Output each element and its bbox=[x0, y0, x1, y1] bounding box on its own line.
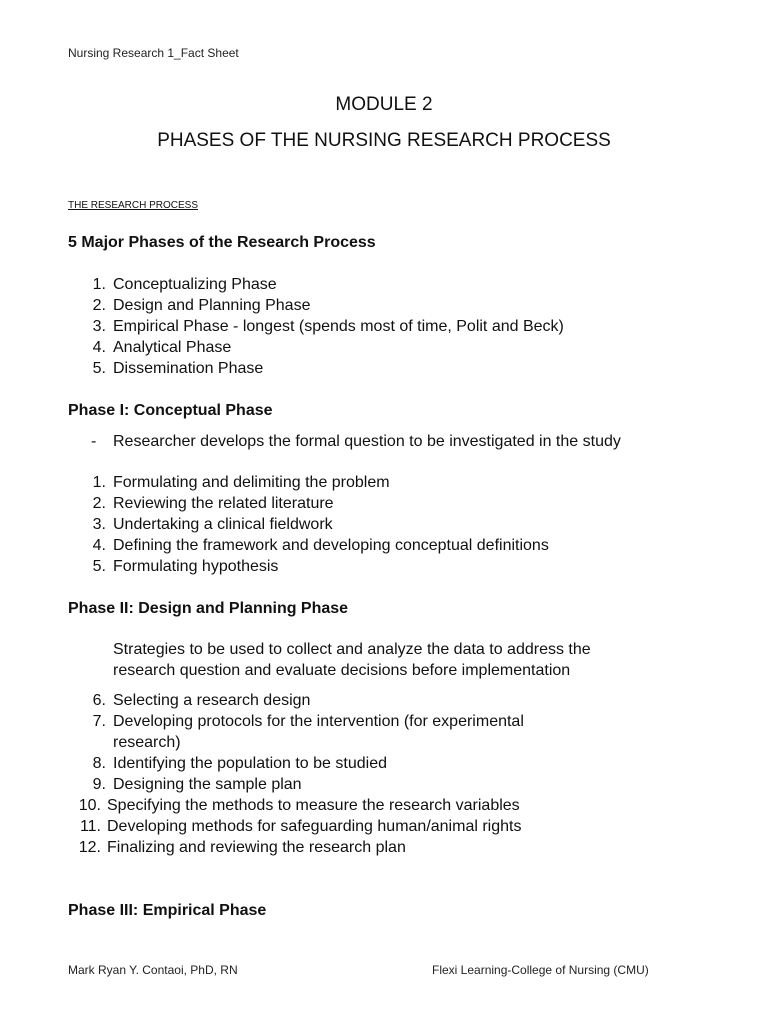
footer-author: Mark Ryan Y. Contaoi, PhD, RN bbox=[68, 963, 238, 977]
list-item-text: Selecting a research design bbox=[113, 692, 311, 709]
list-item-number: 3. bbox=[92, 516, 106, 533]
list-item-number: 4. bbox=[92, 339, 106, 356]
list-item-text: Analytical Phase bbox=[113, 339, 232, 356]
list-item-text: Formulating hypothesis bbox=[113, 558, 279, 575]
list-item-text: Conceptualizing Phase bbox=[113, 276, 277, 293]
list-item-number: 5. bbox=[92, 558, 106, 575]
list-item-number: 4. bbox=[92, 537, 106, 554]
list-item-text: Finalizing and reviewing the research plan bbox=[107, 839, 406, 856]
list-item-number: 3. bbox=[92, 318, 106, 335]
phase2-heading: Phase II: Design and Planning Phase bbox=[68, 600, 349, 617]
list-item-text: Reviewing the related literature bbox=[113, 495, 334, 512]
phase2-intro-text: Strategies to be used to collect and analyze the data to address the bbox=[113, 641, 591, 658]
section-label: THE RESEARCH PROCESS bbox=[68, 200, 199, 211]
phase1-heading: Phase I: Conceptual Phase bbox=[68, 402, 273, 419]
major-phases-heading: 5 Major Phases of the Research Process bbox=[68, 234, 376, 251]
list-item-number: 8. bbox=[92, 755, 106, 772]
phase2-intro-text: research question and evaluate decisions before implementation bbox=[113, 662, 571, 679]
list-item-number: 1. bbox=[92, 276, 106, 293]
list-item-number: 6. bbox=[92, 692, 106, 709]
list-item-text: Developing methods for safeguarding human/animal rights bbox=[107, 818, 522, 835]
module-title: MODULE 2 bbox=[335, 94, 433, 115]
list-item-text: research) bbox=[113, 734, 181, 751]
list-item-text: Undertaking a clinical fieldwork bbox=[113, 516, 333, 533]
list-item-number: 2. bbox=[92, 495, 106, 512]
list-item-number: 2. bbox=[92, 297, 106, 314]
footer-institution: Flexi Learning-College of Nursing (CMU) bbox=[432, 963, 649, 977]
list-item-text: Defining the framework and developing conceptual definitions bbox=[113, 537, 549, 554]
phase3-heading: Phase III: Empirical Phase bbox=[68, 902, 267, 919]
list-item-number: 9. bbox=[92, 776, 106, 793]
module-subtitle: PHASES OF THE NURSING RESEARCH PROCESS bbox=[157, 130, 611, 151]
list-item-number: 7. bbox=[92, 713, 106, 730]
list-item-number: 10. bbox=[78, 797, 101, 814]
list-item-text: Developing protocols for the intervention (for experimental bbox=[113, 713, 524, 730]
list-item-text: Identifying the population to be studied bbox=[113, 755, 387, 772]
list-item-text: Designing the sample plan bbox=[113, 776, 302, 793]
list-item-text: Formulating and delimiting the problem bbox=[113, 474, 390, 491]
list-item-text: Empirical Phase - longest (spends most of time, Polit and Beck) bbox=[113, 318, 564, 335]
list-item-number: 12. bbox=[78, 839, 101, 856]
phase1-bullet-text: Researcher develops the formal question to be investigated in the study bbox=[113, 433, 621, 450]
list-item-text: Dissemination Phase bbox=[113, 360, 264, 377]
list-item-number: 11. bbox=[79, 818, 101, 835]
list-item-text: Design and Planning Phase bbox=[113, 297, 311, 314]
document-header-label: Nursing Research 1_Fact Sheet bbox=[68, 46, 239, 60]
dash-bullet-marker: - bbox=[91, 433, 97, 450]
list-item-number: 1. bbox=[92, 474, 106, 491]
list-item-number: 5. bbox=[92, 360, 106, 377]
list-item-text: Specifying the methods to measure the research variables bbox=[107, 797, 520, 814]
